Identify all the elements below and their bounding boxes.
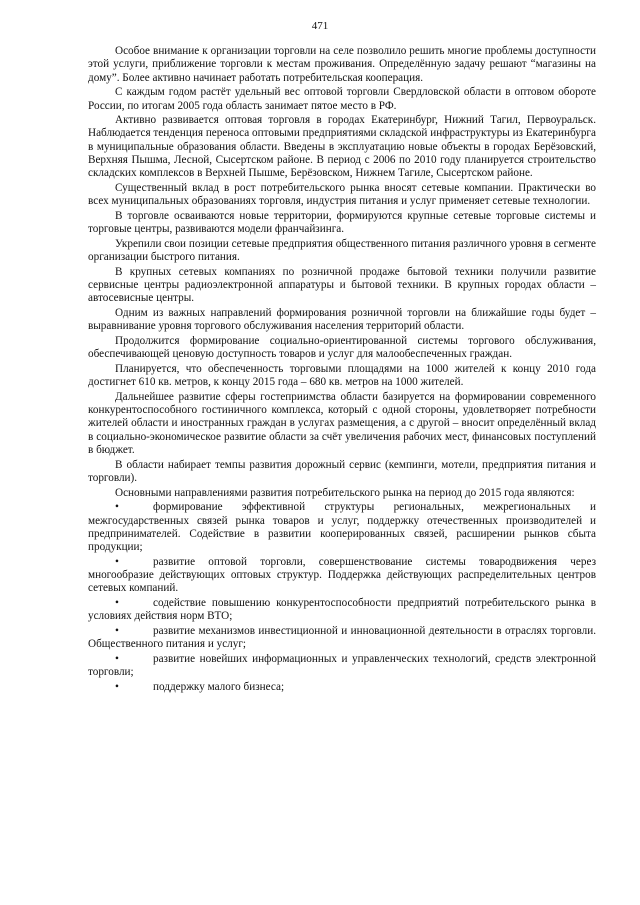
paragraph-wholesale-cities: Активно развивается оптовая торговля в городах Екатеринбург, Нижний Тагил, Первоуральск. Наблюдается тенденция переноса оптовыми предприятиями складской инфраструктуры из Екатеринбурга в муниципальные образования области. Введены в эксплуатацию новые объекты в городах Берёзовский, Верхняя Пышма, Лесной, Сысертском районе. В период с 2006 по 2010 году планируется строительство складских комплексов в Верхней Пышме, Берёзовском, Нижнем Тагиле, Сысертском районе. bbox=[88, 114, 596, 180]
list-item bbox=[88, 625, 596, 652]
paragraph-service-centers: В крупных сетевых компаниях по розничной продаже бытовой техники получили развитие сервисные центры радиоэлектронной аппаратуры и бытовой техники. В крупных городах области – автосевисные центры. bbox=[88, 265, 596, 305]
list-item bbox=[88, 653, 596, 680]
paragraph-hospitality: Дальнейшее развитие сферы гостеприимства области базируется на формировании современного конкурентоспособного гостиничного комплекса, который с одной стороны, удовлетворяет потребности жителей области и иностранных граждан в услугах размещения, а с другой – вносит определённый вклад в социально-экономическое развитие области за счёт увеличения рабочих мест, финансовых поступлений в бюджет. bbox=[88, 390, 596, 457]
bullet-icon: • bbox=[115, 652, 119, 665]
list-item bbox=[88, 556, 596, 596]
page-number: 471 bbox=[311, 20, 329, 32]
document-body bbox=[88, 45, 596, 695]
list-item-text: развитие новейших информационных и управленческих технологий, средств электронной торговли; bbox=[88, 652, 596, 679]
paragraph-main-directions: Основными направлениями развития потребительского рынка на период до 2015 года являются: bbox=[115, 486, 575, 499]
paragraph-network-companies: Существенный вклад в рост потребительского рынка вносят сетевые компании. Практически во всех муниципальных образованиях торговля, индустрия питания и услуг применяет сетевые технологии. bbox=[88, 182, 596, 208]
list-item-text: содействие повышению конкурентоспособности предприятий потребительского рынка в условиях действия норм ВТО; bbox=[88, 597, 596, 623]
paragraph-retail-direction: Одним из важных направлений формирования розничной торговли на ближайшие годы будет – выравнивание уровня торгового обслуживания населения территорий области. bbox=[88, 307, 596, 333]
list-item-text: развитие механизмов инвестиционной и инновационной деятельности в отраслях торговли. Общественного питания и услуг; bbox=[88, 624, 596, 651]
bullet-icon: • bbox=[115, 555, 119, 568]
paragraph-road-service: В области набирает темпы развития дорожный сервис (кемпинги, мотели, предприятия питания и торговли). bbox=[88, 458, 596, 484]
directions-list bbox=[88, 501, 596, 694]
paragraph-rural-trade: Особое внимание к организации торговли на селе позволило решить многие проблемы доступности этой услуги, приближение торговли к местам проживания. Определённую задачу решают “магазины на дому”. Более активно начинает работать потребительская кооперация. bbox=[88, 45, 596, 84]
list-item bbox=[88, 501, 596, 554]
list-item bbox=[88, 597, 596, 624]
paragraph-new-territories: В торговле осваиваются новые территории, формируются крупные сетевые торговые системы и торговые центры, развиваются модели франчайзинга. bbox=[88, 209, 596, 236]
bullet-icon: • bbox=[115, 680, 119, 693]
paragraph-social-system: Продолжится формирование социально-ориентированной системы торгового обслуживания, обеспечивающей ценовую доступность товаров и услуг для малообеспеченных граждан. bbox=[88, 334, 596, 361]
paragraph-trade-area: Планируется, что обеспеченность торговыми площадями на 1000 жителей к концу 2010 года достигнет 610 кв. метров, к концу 2015 года – 680 кв. метров на 1000 жителей. bbox=[88, 362, 596, 389]
bullet-icon: • bbox=[115, 624, 119, 637]
list-item bbox=[88, 681, 596, 694]
list-item-text: формирование эффективной структуры региональных, межрегиональных и межгосударственных связей рынка товаров и услуг, поддержку отечественных производителей и предпринимателей. Содействие в развитии кооперированных связей, расширении рынков сбыта продукции; bbox=[88, 501, 596, 554]
bullet-icon: • bbox=[115, 597, 119, 610]
list-item-text: развитие оптовой торговли, совершенствование системы товародвижения через многообразие действующих оптовых структур. Поддержка действующих распределительных центров сетевых компаний. bbox=[88, 555, 596, 595]
bullet-icon: • bbox=[115, 501, 119, 514]
paragraph-catering-networks: Укрепили свои позиции сетевые предприятия общественного питания различного уровня в сегменте организации быстрого питания. bbox=[88, 237, 596, 264]
paragraph-wholesale-share: С каждым годом растёт удельный вес оптовой торговли Свердловской области в оптовом обороте России, по итогам 2005 года область занимает пятое место в РФ. bbox=[88, 86, 596, 112]
list-item-text: поддержку малого бизнеса; bbox=[153, 680, 285, 693]
